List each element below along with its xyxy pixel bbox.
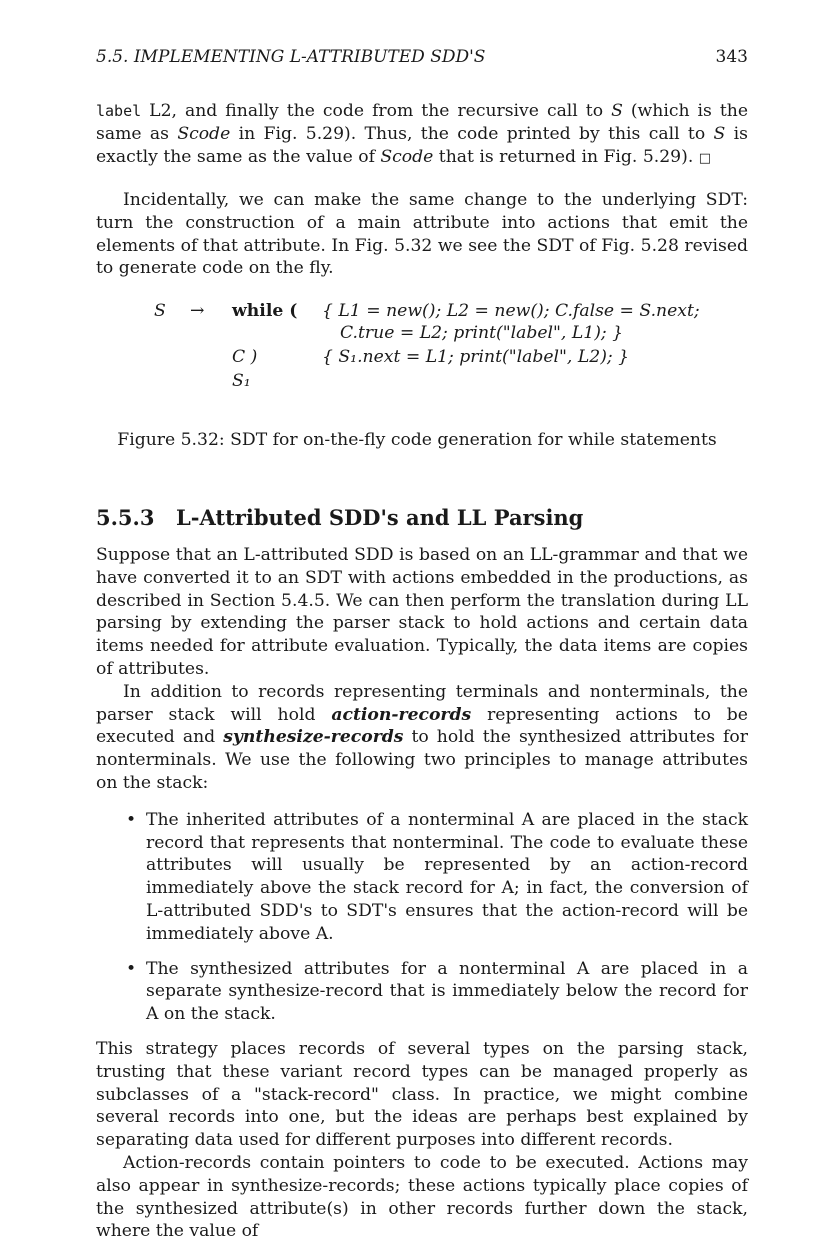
page-number: 343 [715, 47, 748, 67]
paragraph-3: Suppose that an L-attributed SDD is based on an LL-grammar and that we have converted it to an SDT with actions embedded in the productions, as described in Section 5.4.5. We can then perform the translation during LL parsing by extending the parser stack to hold actions and certain data items needed for attribute evaluation. Typically, the data items are copies of attributes. [96, 545, 748, 679]
sdt-action-1-line-2: C.true = L2; print("label", L1); } [340, 323, 624, 343]
paragraph-2-text: Incidentally, we can make the same change to the underlying SDT: turn the construction of a main attribute into actions that emit the elements of that attribute. In Fig. 5.32 we see the SDT of Fig. 5.28 revised to generate code on the fly. [96, 190, 748, 279]
running-header [96, 47, 748, 71]
sdt-arrow: → [190, 301, 205, 321]
section-title: L-Attributed SDD's and LL Parsing [176, 505, 584, 530]
sdt-figure [0, 300, 834, 400]
paragraph-1-text: label L2, and finally the code from the recursive call to S (which is the same as Scode in Fig. 5.29). Thus, the code printed by this call to S is exactly the same as the value of Scode that is returned in Fig. 5.29). □ [96, 101, 748, 167]
figure-caption: Figure 5.32: SDT for on-the-fly code generation for while statements [117, 430, 717, 450]
code-label: label [96, 102, 142, 120]
bullet-icon: • [126, 958, 137, 979]
sdt-action-1-line-1: { L1 = new(); L2 = new(); C.false = S.next; [322, 301, 700, 321]
principles-list [96, 809, 748, 1026]
list-item: • The synthesized attributes for a nonterminal A are placed in a separate synthesize-record that is immediately below the record for A on the stack. [126, 958, 748, 1025]
paragraph-1 [96, 100, 748, 170]
sdt-s1: S₁ [232, 371, 251, 391]
paragraph-4: In addition to records representing terminals and nonterminals, the parser stack will hold action-records representing actions to be executed and synthesize-records to hold the synthesized attributes for nonterminals. We use the following two principles to manage attributes on the stack: [96, 681, 748, 793]
section-heading [96, 505, 583, 530]
bullet-icon: • [126, 809, 137, 830]
sdt-action-2: { S₁.next = L1; print("label", L2); } [322, 347, 630, 367]
sdt-while-keyword: while ( [232, 301, 298, 321]
qed-box-icon: □ [698, 150, 712, 166]
body-text [96, 544, 748, 1243]
term-action-records: action-records [331, 704, 472, 725]
paragraph-5: This strategy places records of several types on the parsing stack, trusting that these variant record types can be managed properly as subclasses of a "stack-record" class. In practice, we might combine several records into one, but the ideas are perhaps best explained by separating data used for different purposes into different records. [96, 1038, 748, 1151]
paragraph-6: Action-records contain pointers to code to be executed. Actions may also appear in synthesize-records; these actions typically place copies of the synthesized attribute(s) in other records further down the stack, where the value of [96, 1152, 748, 1242]
sdt-lhs: S [154, 301, 166, 321]
sdt-c-paren: C ) [232, 347, 258, 367]
list-item: • The inherited attributes of a nonterminal A are placed in the stack record that represents that nonterminal. The code to evaluate these attributes will usually be represented by an action-record immediately above the stack record for A; in fact, the conversion of L-attributed SDD's to SDT's ensures that the action-record will be immediately above A. [126, 809, 748, 944]
running-title: 5.5. IMPLEMENTING L-ATTRIBUTED SDD'S [96, 47, 486, 67]
term-synthesize-records: synthesize-records [223, 727, 404, 748]
section-number: 5.5.3 [96, 505, 155, 530]
paragraph-2 [96, 189, 748, 280]
